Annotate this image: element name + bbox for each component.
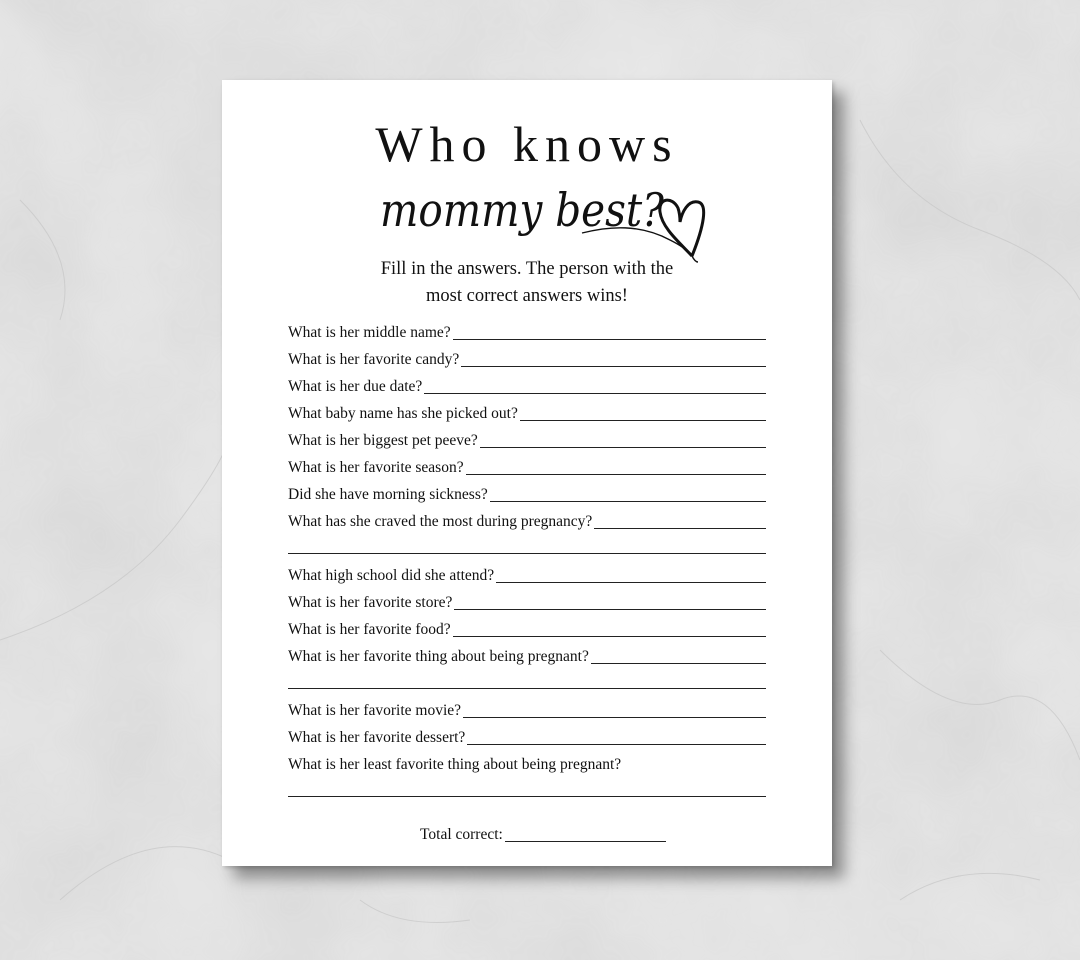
answer-line[interactable] — [424, 393, 766, 394]
question-row — [288, 646, 766, 666]
total-correct-row — [420, 824, 666, 844]
answer-line[interactable] — [591, 663, 766, 664]
question-row — [288, 565, 766, 585]
question-row — [288, 403, 766, 423]
question-label: What is her favorite food? — [288, 621, 451, 638]
title-mommy-best: mommy best? — [380, 183, 664, 237]
question-row — [288, 511, 766, 531]
answer-line[interactable] — [496, 582, 766, 583]
answer-line[interactable] — [490, 501, 766, 502]
question-label: What is her middle name? — [288, 324, 451, 341]
answer-continuation-line[interactable] — [288, 553, 766, 554]
instructions-line-1: Fill in the answers. The person with the — [380, 259, 674, 279]
question-row — [288, 619, 766, 639]
answer-line[interactable] — [466, 474, 766, 475]
question-row — [288, 349, 766, 369]
question-row — [288, 592, 766, 612]
answer-line[interactable] — [454, 609, 766, 610]
answer-line[interactable] — [480, 447, 766, 448]
question-label: What is her favorite store? — [288, 594, 453, 611]
question-label: What has she craved the most during pregnancy? — [288, 513, 593, 530]
answer-line[interactable] — [453, 339, 766, 340]
question-label: What is her due date? — [288, 378, 423, 395]
answer-line[interactable] — [594, 528, 766, 529]
question-row — [288, 727, 766, 747]
title-who-knows: Who knows — [375, 116, 679, 172]
question-label: What baby name has she picked out? — [288, 405, 518, 422]
question-row — [288, 430, 766, 450]
question-row — [288, 376, 766, 396]
question-label: What is her favorite thing about being pregnant? — [288, 648, 589, 665]
instructions-line-2: most correct answers wins! — [426, 286, 628, 306]
question-label: What is her biggest pet peeve? — [288, 432, 478, 449]
question-row — [288, 754, 766, 774]
question-label: What is her favorite dessert? — [288, 729, 466, 746]
question-label: What high school did she attend? — [288, 567, 495, 584]
answer-line[interactable] — [463, 717, 766, 718]
question-label: What is her favorite candy? — [288, 351, 460, 368]
question-row — [288, 457, 766, 477]
total-correct-line[interactable] — [505, 841, 666, 842]
instructions — [282, 256, 772, 310]
answer-continuation-line[interactable] — [288, 796, 766, 797]
answer-line[interactable] — [453, 636, 766, 637]
answer-line[interactable] — [520, 420, 766, 421]
heart-flourish-icon — [580, 188, 710, 263]
game-card — [222, 80, 832, 866]
question-label: Did she have morning sickness? — [288, 486, 488, 503]
answer-line[interactable] — [461, 366, 766, 367]
total-correct-label: Total correct: — [420, 826, 503, 843]
question-row — [288, 322, 766, 342]
question-label: What is her favorite movie? — [288, 702, 462, 719]
question-row — [288, 484, 766, 504]
question-label: What is her favorite season? — [288, 459, 464, 476]
answer-line[interactable] — [467, 744, 766, 745]
question-row — [288, 700, 766, 720]
question-label: What is her least favorite thing about being pregnant? — [288, 756, 622, 773]
answer-continuation-line[interactable] — [288, 688, 766, 689]
